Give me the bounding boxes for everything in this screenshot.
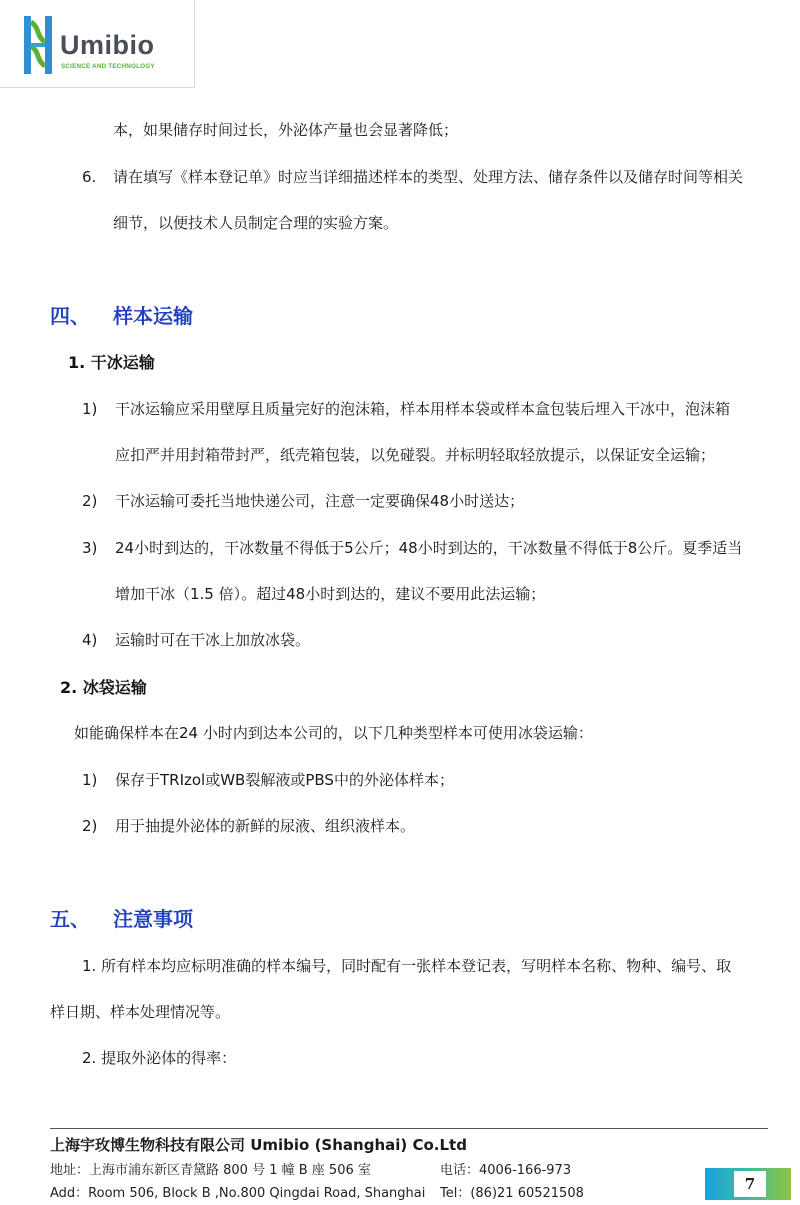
footer-phone-en: Tel：(86)21 60521508 — [440, 1186, 584, 1201]
dna-helix-icon — [22, 16, 54, 74]
header-logo — [0, 0, 195, 88]
subsection-title: 1. 干冰运输 — [68, 353, 155, 372]
list-item-text: 细节，以便技术人员制定合理的实验方案。 — [113, 214, 399, 232]
footer-phone-cn: 电话：4006-166-973 — [440, 1163, 572, 1178]
list-number: 6. — [82, 168, 97, 186]
footer-address-cn: 地址：上海市浦东新区青黛路 800 号 1 幢 B 座 506 室 — [50, 1163, 371, 1178]
list-item-text: 增加干冰（1.5 倍）。超过48小时到达的，建议不要用此法运输； — [115, 585, 546, 603]
list-item-text: 运输时可在干冰上加放冰袋。 — [115, 631, 311, 649]
section-number: 五、 — [50, 907, 90, 931]
list-item-text: 请在填写《样本登记单》时应当详细描述样本的类型、处理方法、储存条件以及储存时间等相关 — [113, 168, 744, 186]
list-number: 4) — [82, 631, 98, 649]
list-number: 2) — [82, 492, 98, 510]
footer-company: 上海宇玫博生物科技有限公司 Umibio (Shanghai) Co.Ltd — [50, 1136, 467, 1154]
list-number: 1) — [82, 771, 98, 789]
logo-tagline: SCIENCE AND TECHNOLOGY — [61, 63, 155, 70]
list-number: 1) — [82, 400, 98, 418]
paragraph-text: 样日期、样本处理情况等。 — [50, 1003, 231, 1021]
list-item-text: 干冰运输应采用壁厚且质量完好的泡沫箱，样本用样本袋或样本盒包装后埋入干冰中，泡沫箱 — [115, 400, 731, 418]
section-title: 样本运输 — [113, 304, 193, 328]
footer-address-en: Add：Room 506, Block B ,No.800 Qingdai Road, Shanghai — [50, 1186, 426, 1201]
paragraph-text: 1. 所有样本均应标明准确的样本编号，同时配有一张样本登记表，写明样本名称、物种、编号、取 — [82, 957, 732, 975]
subsection-title: 2. 冰袋运输 — [60, 678, 147, 697]
footer-divider — [50, 1128, 768, 1129]
paragraph-text: 2. 提取外泌体的得率： — [82, 1049, 237, 1067]
list-item-text: 24小时到达的，干冰数量不得低于5公斤；48小时到达的，干冰数量不得低于8公斤。夏季适当 — [115, 539, 743, 557]
list-item-text: 应扣严并用封箱带封严，纸壳箱包装，以免碰裂。并标明轻取轻放提示，以保证安全运输； — [115, 446, 716, 464]
logo-name: Umibio — [60, 30, 155, 60]
section-title: 注意事项 — [113, 907, 193, 931]
list-number: 3) — [82, 539, 98, 557]
list-item-text: 干冰运输可委托当地快递公司，注意一定要确保48小时送达； — [115, 492, 525, 510]
paragraph-text: 如能确保样本在24 小时内到达本公司的，以下几种类型样本可使用冰袋运输： — [74, 724, 593, 742]
list-item-text: 保存于TRIzol或WB裂解液或PBS中的外泌体样本； — [115, 771, 454, 789]
list-number: 2) — [82, 817, 98, 835]
list-item-text: 用于抽提外泌体的新鲜的尿液、组织液样本。 — [115, 817, 416, 835]
section-number: 四、 — [50, 304, 90, 328]
continued-text: 本，如果储存时间过长，外泌体产量也会显著降低； — [113, 121, 459, 139]
page-number: 7 — [734, 1171, 766, 1197]
